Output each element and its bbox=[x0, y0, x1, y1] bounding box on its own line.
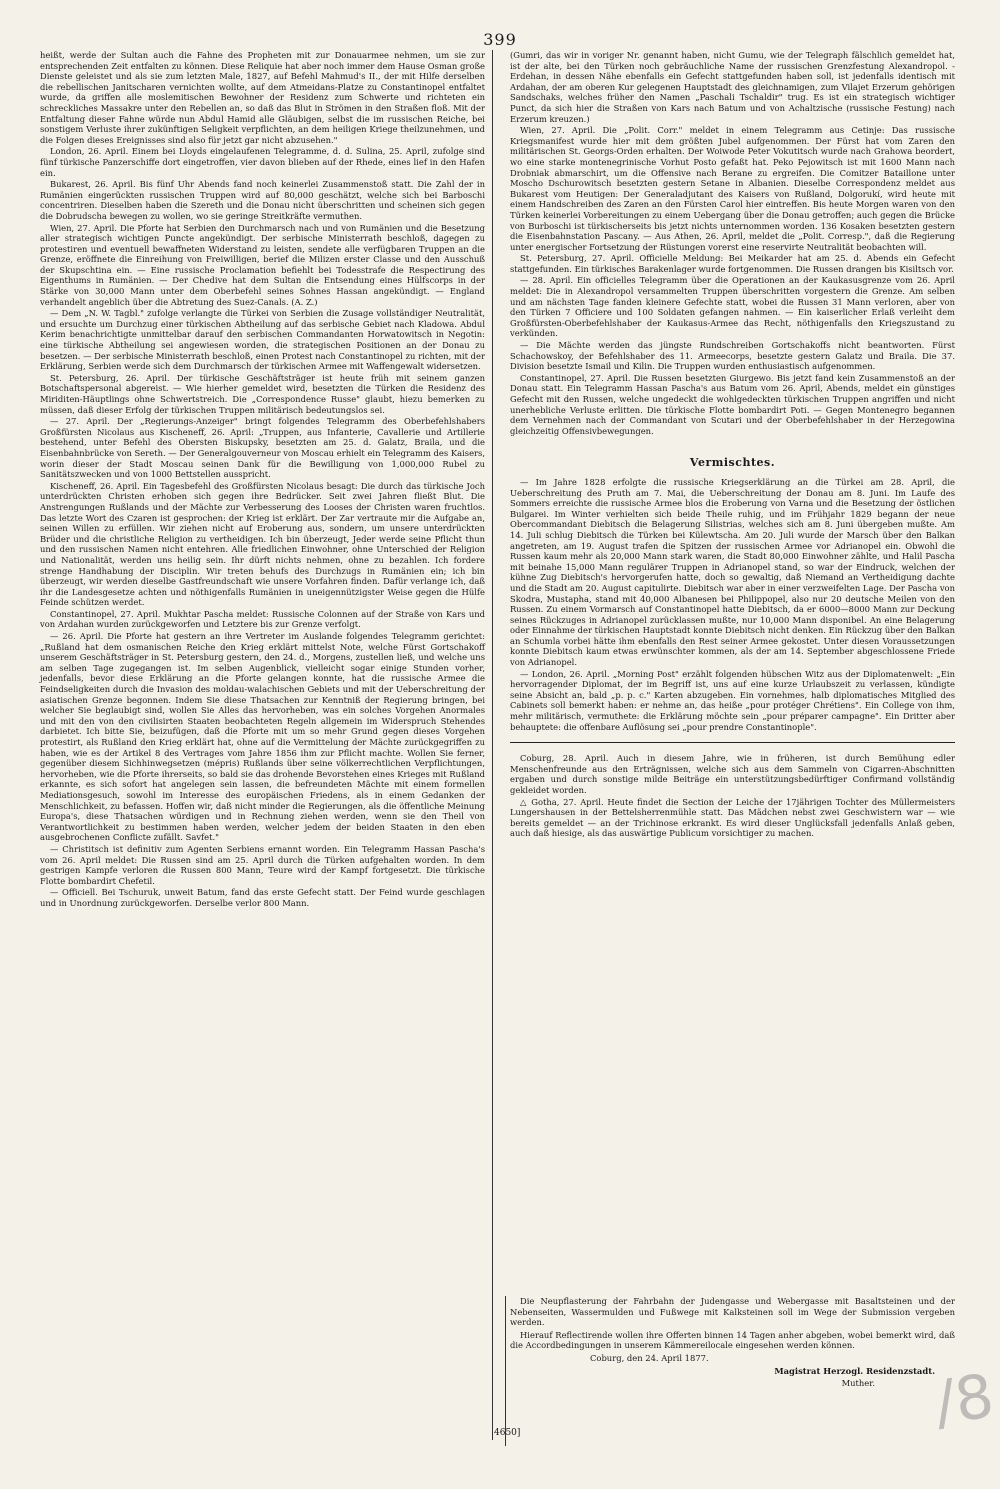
notice-date: Coburg, den 24. April 1877. bbox=[590, 1352, 709, 1363]
article-paragraph: Coburg, 28. April. Auch in diesem Jahre, wie in früheren, ist durch Bemühung edler Menschenfreunde aus den Erträgnissen, welche sich aus dem Sammeln von Cigarren-Abschnitten ergaben und durch sonstige milde Beiträge ein unterstützungsbedürftiger Confirmand vollständig gekleidet worden. bbox=[510, 753, 955, 795]
article-paragraph: — 26. April. Die Pforte hat gestern an ihre Vertreter im Auslande folgendes Telegramm gerichtet: „Rußland hat dem osmanischen Reiche den Krieg erklärt mittelst Note, welche Fürst Gortschakoff unserem Geschäftsträger in St. Petersburg gestern, den 24. d., Morgens, zustellen ließ, und welche uns am selben Tage zugegangen ist. Im selben Augenblick, vielleicht sogar einige Stunden vorher, jedenfalls, bevor diese Erklärung an die Pforte gelangen konnte, hat die russische Armee die Feindseligkeiten durch die Invasion des moldau-walachischen Gebiets und mit der Ueberschreitung der asiatischen Grenze begonnen. Indem Sie diese Thatsachen zur Kenntniß der Regierung bringen, bei welcher Sie beglaubigt sind, wollen Sie Alles das hervorheben, was ein solches Vorgehen Anormales und mit den von den civilisirten Staaten beobachteten Regeln allgemein im Widerspruch Stehendes darbietet. Ich bitte Sie, beizufügen, daß die Pforte mit um so mehr Grund gegen dieses Vorgehen protestirt, als Rußland den Krieg erklärt hat, ohne auf die Vermittelung der Mächte zurückgegriffen zu haben, wie es der Artikel 8 des Vertrages vom Jahre 1856 ihm zur Pflicht machte. Wollen Sie ferner, gegenüber diesem Sichhinwegsetzen (mépris) Rußlands über seine völkerrechtlichen Verpflichtungen, hervorheben, wie die Pforte ihrerseits, so bald sie das drohende Bevorstehen eines Krieges mit Rußland erkannte, es sich sofort hat angelegen sein lassen, die befreundeten Mächte mit einem formellen Mediationsgesuch, sowohl im Interesse des europäischen Friedens, als in einem Gedanken der Menschlichkeit, zu befassen. Hoffen wir, daß nicht minder die Regierungen, als die öffentliche Meinung Europa's, diese Thatsachen würdigen und in Rechnung ziehen werden, wenn sie den Theil von Verantwortlichkeit zu bestimmen haben werden, welcher jedem der beiden Staaten in den eben ausgebrochenen Conflicte zufällt. Savfet." bbox=[40, 631, 485, 843]
column-divider bbox=[492, 50, 493, 1440]
article-paragraph: △ Gotha, 27. April. Heute findet die Section der Leiche der 17jährigen Tochter des Müllermeisters Lungershausen in der Bettelsherrenmühle statt. Das Mädchen nebst zwei Geschwistern war — wie bereits gemeldet — an der Trichinose erkrankt. Es wird dieser Unglücksfall jedenfalls Anlaß geben, auch daß hiesige, als das auswärtige Publicum vorsichtiger zu machen. bbox=[510, 796, 955, 839]
notice-paragraph: Die Neupflasterung der Fahrbahn der Judengasse und Webergasse mit Basaltsteinen und der Nebenseiten, Wassermulden und Fußwege mit Kalksteinen soll im Wege der Submission vergeben werden. bbox=[510, 1296, 955, 1328]
article-paragraph: — 27. April. Der „Regierungs-Anzeiger" bringt folgendes Telegramm des Oberbefehlshabers Großfürsten Nicolaus aus Kischeneff, 26. April: „Truppen, aus Infanterie, Cavallerie und Artillerie bestehend, unter Befehl des Obersten Biskupsky, besetzten am 25. d. Galatz, Braila, und die Eisenbahnbrücke von Sereth. — Der Generalgouverneur von Moscau erhielt ein Telegramm des Kaisers, worin dieser der Stadt Moscau seinen Dank für die Bewilligung von 1,000,000 Rubel zu Sanitätszwecken und von 1000 Bettstellen ausspricht. bbox=[40, 416, 485, 480]
article-paragraph: — Im Jahre 1828 erfolgte die russische Kriegserklärung an die Türkei am 28. April, die Ueberschreitung des Pruth am 7. Mai, die Ueberschreitung der Donau am 8. Juni. Im Laufe des Sommers erreichte die russische Armee blos die Eroberung von Varna und die Besetzung der östlichen Bulgarei. Im Winter verhielten sich beide Theile ruhig, und im Frühjahr 1829 begann der neue Obercommandant Diebitsch die Belagerung Silistrias, welches sich am 8. Juni übergeben mußte. Am 14. Juli schlug Diebitsch die Türken bei Külewtscha. Am 20. Juli wurde der Marsch über den Balkan angetreten, am 19. August trafen die Spitzen der russischen Armee vor Adrianopel ein. Obwohl die Russen kaum mehr als 20,000 Mann stark waren, die Stadt 80,000 Einwohner zählte, und Halil Pascha mit beinahe 15,000 Mann regulärer Truppen in Adrianopel stand, so war der Eindruck, welchen der kühne Zug Diebitsch's hervorgerufen hatte, doch so gewaltig, daß Niemand an Vertheidigung dachte und die Stadt am 20. August capitulirte. Diebitsch war aber in einer verzweifelten Lage. Der Pascha von Skodra, Mustapha, stand mit 40,000 Albanesen bei Philippopel, also nur 20 deutsche Meilen von den Russen. Zu einem Vormarsch auf Constantinopel hatte Diebitsch, da er 6000—8000 Mann zur Deckung seines Rückzuges in Adrianopel zurücklassen mußte, nur 10,000 Mann disponibel. An eine Belagerung oder Einnahme der türkischen Hauptstadt konnte Diebitsch nicht denken. Ein Rückzug über den Balkan an Schumla vorbei hätte ihm ebenfalls den Rest seiner Armee gekostet. Unter diesen Voraussetzungen konnte Diebitsch kaum etwas erwünschter kommen, als der am 14. September abgeschlossene Friede von Adrianopel. bbox=[510, 476, 955, 668]
notice-signature: Magistrat Herzogl. Residenzstadt. bbox=[774, 1365, 935, 1376]
right-column bbox=[510, 50, 955, 840]
article-paragraph: — 28. April. Ein officielles Telegramm über die Operationen an der Kaukasusgrenze vom 26. April meldet: Die in Alexandropol versammelten Truppen überschritten vorgestern die Grenze. Am selben und am nächsten Tage fanden kleinere Gefechte statt, wobei die Russen 31 Mann verloren, aber von den Türken 7 Officiere und 100 Soldaten gefangen nahmen. — Ein kaiserlicher Erlaß verleiht dem Großfürsten-Oberbefehlshaber der Kaukasus-Armee das Recht, nöthigenfalls den Kriegszustand zu verkünden. bbox=[510, 275, 955, 339]
article-paragraph: — Christitsch ist definitiv zum Agenten Serbiens ernannt worden. Ein Telegramm Hassan Pascha's vom 26. April meldet: Die Russen sind am 25. April durch die Türken aufgehalten worden. In dem gestrigen Kampfe verloren die Russen 800 Mann, Teure wird der Kampf fortgesetzt. Die türkische Flotte bombardirt Chefetil. bbox=[40, 843, 485, 886]
article-paragraph: St. Petersburg, 26. April. Der türkische Geschäftsträger ist heute früh mit seinem ganzen Botschaftspersonal abgereist. — Wie hierher gemeldet wird, besetzten die Türken die Residenz des Miriditen-Häuptlings ohne Schwertstreich. Die „Correspondence Russe" glaubt, hiezu bemerken zu müssen, daß dieser Erfolg der türkischen Truppen militärisch bedeutungslos sei. bbox=[40, 372, 485, 415]
official-notice bbox=[510, 1296, 955, 1391]
page-number: 399 bbox=[483, 30, 517, 49]
notice-paragraph: Hierauf Reflectirende wollen ihre Offerten binnen 14 Tagen anher abgeben, wobei bemerkt wird, daß die Accordbedingungen in unserem Kämmereilocale eingesehen werden können. bbox=[510, 1329, 955, 1351]
article-paragraph: St. Petersburg, 27. April. Officielle Meldung: Bei Meikarder hat am 25. d. Abends ein Gefecht stattgefunden. Ein türkisches Barakenlager wurde fortgenommen. Die Russen drangen bis Kisiltsch vor. bbox=[510, 253, 955, 274]
article-paragraph: (Gumri, das wir in voriger Nr. genannt haben, nicht Gumu, wie der Telegraph fälschlich gemeldet hat, ist der alte, bei den Türken noch gebräuchliche Name der russischen Grenzfestung Alexandropol. - Erdehan, in dessen Nähe ebenfalls ein Gefecht stattgefunden haben soll, ist jedenfalls identisch mit Ardahan, der am oberen Kur gelegenen Hauptstadt des gleichnamigen, zum Vilajet Erzerum gehörigen Sandschaks, welches früher den Namen „Paschali Tschaldir" trug. Es ist ein strategisch wichtiger Punct, da sich hier die Straßen von Kars nach Batum und von Achaltzische (russische Festung) nach Erzerum kreuzen.) bbox=[510, 50, 955, 124]
article-paragraph: Wien, 27. April. Die Pforte hat Serbien den Durchmarsch nach und von Rumänien und die Besetzung aller strategisch wichtigen Puncte angekündigt. Der serbische Ministerrath beschloß, dagegen zu protestiren und eventuell bewaffneten Widerstand zu leisten, sendete alle verfügbaren Truppen an die Grenze, eröffnete die Einreihung von Freiwilligen, berief die Milizen erster Classe und den Ausschuß der Skupschtina ein. — Eine russische Proclamation befiehlt bei Todesstrafe die Respectirung des Eigenthums in Rumänien. — Der Chedive hat dem Sultan die Entsendung eines Hülfscorps in der Stärke von 30,000 Mann unter dem Oberbefehl seines Sohnes Hassan angekündigt. — England verhandelt angeblich über die Abtretung des Suez-Canals. (A. Z.) bbox=[40, 222, 485, 307]
article-paragraph: Bukarest, 26. April. Bis fünf Uhr Abends fand noch keinerlei Zusammenstoß statt. Die Zahl der in Rumänien eingerückten russischen Truppen wird auf 80,000 geschätzt, welche sich bei Barboschi concentriren. Dieselben haben die Szereth und die Donau nicht überschritten und scheinen sich gegen die Dobrudscha bewegen zu wollen, wo sie geringe Streitkräfte vermuthen. bbox=[40, 179, 485, 221]
article-paragraph: Constantinopel, 27. April. Die Russen besetzten Giurgewo. Bis jetzt fand kein Zusammenstoß an der Donau statt. Ein Telegramm Hassan Pascha's aus Batum vom 26. April, Abends, meldet ein günstiges Gefecht mit den Russen, welche ungedeckt die wohlgedeckten türkischen Truppen angriffen und nicht unerhebliche Verluste erlitten. Die türkische Flotte bombardirt Poti. — Gegen Montenegro begannen dem Vernehmen nach der Commandant von Scutari und der Oberbefehlshaber in der Herzegowina gleichzeitig Offensivbewegungen. bbox=[510, 372, 955, 436]
article-paragraph: heißt, werde der Sultan auch die Fahne des Propheten mit zur Donauarmee nehmen, um sie zur entsprechenden Zeit entfalten zu können. Diese Reliquie hat aber noch immer dem Hause Osman große Dienste geleistet und als sie zum letzten Male, 1827, auf Befehl Mahmud's II., der mit Hilfe derselben die rebellischen Janitscharen vernichten wollte, auf dem Atmeidans-Platze zu Constantinopel entfaltet wurde, da griffen alle moslemitischen Bewohner der Residenz zum Schwerte und richteten ein schreckliches Massakre unter den Rebellen an, so daß das Blut in Strömen in den Straßen floß. Mit der Entfaltung dieser Fahne würde nun Abdul Hamid alle Gläubigen, selbst die im russischen Reiche, bei sonstigem Verluste ihrer zukünftigen Seligkeit verpflichten, an dem heiligen Kriege theilzunehmen, und die Folgen dieses Ereignisses sind also für jetzt gar nicht abzusehen." bbox=[40, 50, 485, 145]
article-paragraph: — London, 26. April. „Morning Post" erzählt folgenden hübschen Witz aus der Diplomatenwelt: „Ein hervorragender Diplomat, der im Begriff ist, uns auf eine kurze Urlaubszeit zu verlassen, kündigte seine Absicht an, bald „p. p. c." Karten abzugeben. Ein vornehmes, halb diplomatisches Mitglied des Cabinets soll bemerkt haben: er nehme an, das heiße „pour protéger Chrétiens". Ein College von ihm, mehr militärisch, vermuthete: die Erklärung möchte sein „pour préparer campagne". Ein Dritter aber behauptete: die offenbare Auflösung sei „pour prendre Constantinople". bbox=[510, 668, 955, 732]
section-rule bbox=[510, 742, 955, 743]
section-heading-vermischtes: Vermischtes. bbox=[689, 456, 776, 470]
article-paragraph: — Die Mächte werden das jüngste Rundschreiben Gortschakoffs nicht beantworten. Fürst Schachowskoy, der Befehlshaber des 11. Armeecorps, besetzte gestern Galatz und Braila. Die 37. Division besetzte Ismail und Kilin. Die Truppen wurden enthusiastisch aufgenommen. bbox=[510, 340, 955, 372]
notice-reference: 4650] bbox=[494, 1428, 521, 1438]
article-paragraph: Constantinopel, 27. April. Mukhtar Pascha meldet: Russische Colonnen auf der Straße von Kars und von Ardahan wurden zurückgeworfen und Letztere bis zur Grenze verfolgt. bbox=[40, 608, 485, 630]
left-column bbox=[40, 50, 485, 910]
notice-border bbox=[505, 1296, 508, 1446]
article-paragraph: Wien, 27. April. Die „Polit. Corr." meldet in einem Telegramm aus Cetinje: Das russische Kriegsmanifest wurde hier mit dem größten Jubel aufgenommen. Der Fürst hat vom Zaren den militärischen St. Georgs-Orden erhalten. Der Woiwode Peter Vokutitsch wurde nach Grahowa beordert, wo eine starke montenegrinische Vorhut Posto gefaßt hat. Peko Pejowitsch ist mit 1600 Mann nach Drobniak abmarschirt, um die Offensive nach Berane zu ergreifen. Die Comitzer Bataillone unter Moscho Dschurowitsch besetzten gestern Setane in Albanien. Dieselbe Correspondenz meldet aus Bukarest vom Heutigen: Der Generaladjutant des Kaisers von Rußland, Dolgorukí, wird heute mit einem Handschreiben des Zaren an den Fürsten Carol hier eintreffen. Bis heute Morgen waren von den Türken keinerlei Vorbereitungen zu einem Uebergang über die Donau getroffen; auch gegen die Brücke von Burboschi ist türkischerseits bis jetzt nichts unternommen worden. 136 Kosaken besetzten gestern die Eisenbahnstation Pascany. — Aus Athen, 26. April, meldet die „Polit. Corresp.", daß die Regierung unter energischer Fortsetzung der Rüstungen vorerst eine reservirte Neutralität beobachten will. bbox=[510, 125, 955, 252]
notice-signer: Muther. bbox=[841, 1378, 875, 1389]
article-paragraph: London, 26. April. Einem bei Lloyds eingelaufenen Telegramme, d. d. Sulina, 25. April, zufolge sind fünf türkische Panzerschiffe dort eingetroffen, vier davon blieben auf der Rhede, eines lief in den Hafen ein. bbox=[40, 146, 485, 178]
article-paragraph: Kischeneff, 26. April. Ein Tagesbefehl des Großfürsten Nicolaus besagt: Die durch das türkische Joch unterdrückten Christen erhoben sich gegen ihre Bedrücker. Seit zwei Jahren fließt Blut. Die Anstrengungen Rußlands und der Mächte zur Verbesserung des Looses der Christen waren fruchtlos. Das letzte Wort des Czaren ist gesprochen: der Krieg ist erklärt. Der Zar vertraute mir die Aufgabe an, seinen Willen zu erfüllen. Wir ziehen nicht auf Eroberung aus, sondern, um unsere unterdrückten Brüder und die christliche Religion zu vertheidigen. Ich bin überzeugt, Jeder werde seine Pflicht thun und den russischen Namen nicht entehren. Alle friedlichen Einwohner, ohne Unterschied der Religion und Nationalität, werden uns heilig sein. Ihr dürft nichts nehmen, ohne zu bezahlen. Ich fordere strenge Handhabung der Disciplin. Wir treten behufs des Durchzugs in Rumänien ein; ich bin überzeugt, wir werden dieselbe Gastfreundschaft wie unsere Vorfahren finden. Dafür verlange ich, daß ihr die Landesgesetze achten und nöthigenfalls Rumänien in uneigennützigster Weise gegen die Hülfe Feinde schützen werdet. bbox=[40, 480, 485, 608]
pencil-mark-icon: /8 bbox=[930, 1361, 998, 1439]
article-paragraph: — Dem „N. W. Tagbl." zufolge verlangte die Türkei von Serbien die Zusage vollständiger Neutralität, und ersuchte um Durchzug einer türkischen Abtheilung auf das serbische Gebiet nach Kladowa. Abdul Kerim benachrichtigte unmittelbar darauf den serbischen Commandanten Horwatowitsch in Negotin: eine türkische Abtheilung sei angewiesen worden, die strategischen Positionen an der Donau zu besetzen. — Der serbische Ministerrath beschloß, einen Protest nach Constantinopel zu richten, mit der Erklärung, Serbien werde sich dem Durchmarsch der türkischen Armee mit Waffengewalt widersetzen. bbox=[40, 308, 485, 372]
article-paragraph: — Officiell. Bei Tschuruk, unweit Batum, fand das erste Gefecht statt. Der Feind wurde geschlagen und in Unordnung zurückgeworfen. Derselbe verlor 800 Mann. bbox=[40, 887, 485, 908]
